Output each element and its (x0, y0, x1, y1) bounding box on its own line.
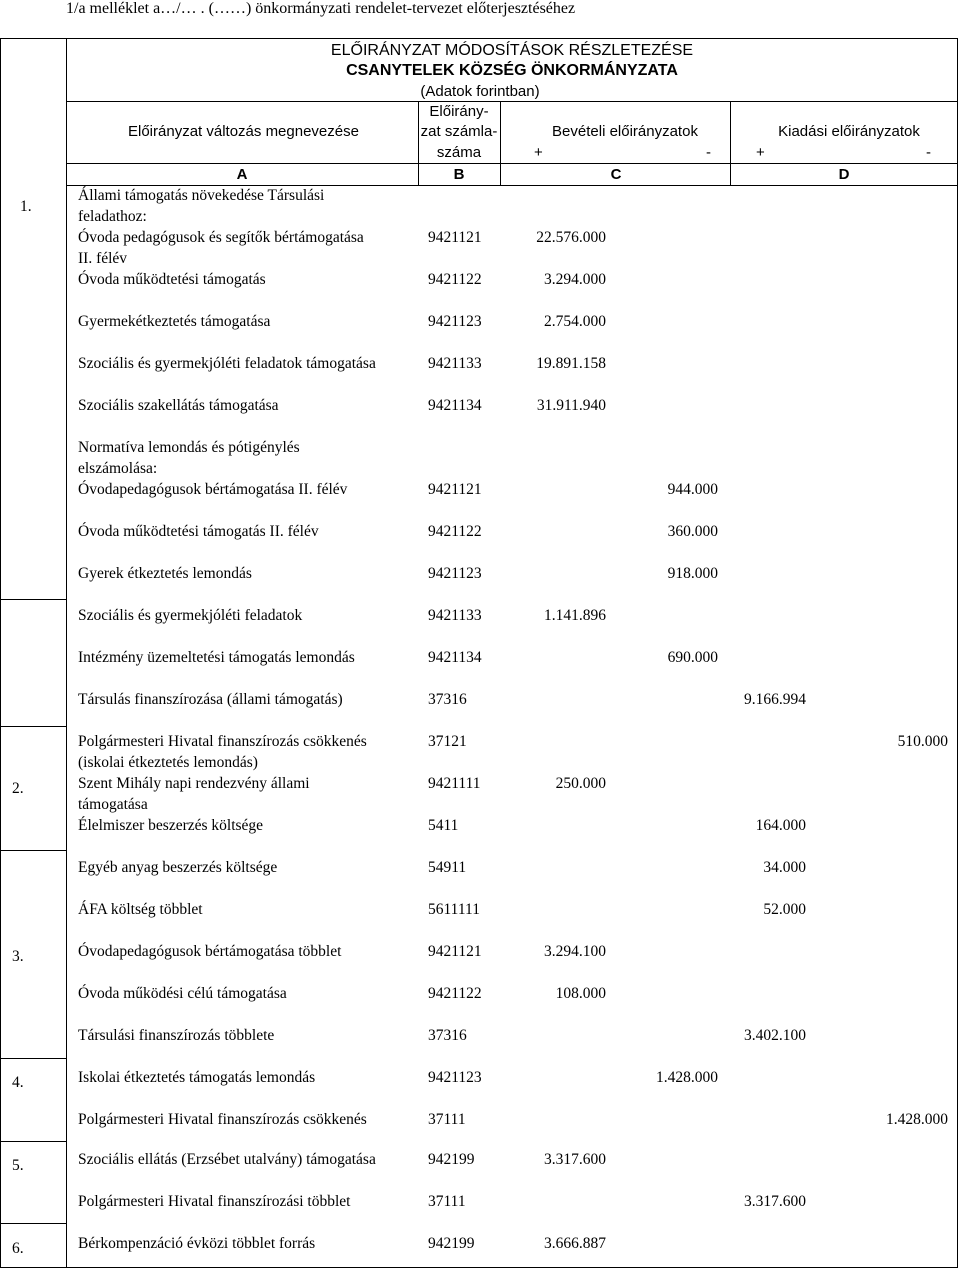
item-name: Gyerek étkeztetés lemondás (78, 565, 252, 582)
column-letter-b: B (453, 166, 465, 183)
header-divider (66, 163, 958, 164)
column-header-b-line1: Előirány- (429, 103, 489, 120)
item-name: Társulás finanszírozása (állami támogatás) (78, 691, 343, 708)
account-code: 9421123 (428, 565, 482, 582)
header-divider (66, 185, 958, 186)
expense-plus-sign: + (756, 144, 765, 161)
item-name: Polgármesteri Hivatal finanszírozás csökkenés (78, 733, 367, 750)
account-code: 37111 (428, 1111, 466, 1128)
column-header-c: Bevételi előirányzatok (552, 123, 698, 140)
account-code: 942199 (428, 1151, 475, 1168)
item-name: feladathoz: (78, 208, 147, 225)
account-code: 9421133 (428, 607, 482, 624)
column-divider (66, 38, 67, 1268)
account-code: 9421121 (428, 943, 482, 960)
income-increase: 2.754.000 (544, 313, 606, 330)
income-increase: 3.294.000 (544, 271, 606, 288)
header-divider (66, 101, 958, 102)
expense-increase: 9.166.994 (744, 691, 806, 708)
item-name: Óvoda működtetési támogatás II. félév (78, 523, 319, 540)
income-increase: 1.141.896 (544, 607, 606, 624)
account-code: 9421122 (428, 985, 482, 1002)
income-increase: 3.317.600 (544, 1151, 606, 1168)
account-code: 37316 (428, 691, 467, 708)
item-name: Óvoda működési célú támogatása (78, 985, 287, 1002)
section-divider (0, 599, 66, 600)
item-name: Bérkompenzáció évközi többlet forrás (78, 1235, 316, 1252)
section-divider (0, 1223, 66, 1224)
expense-increase: 52.000 (763, 901, 806, 918)
income-increase: 31.911.940 (536, 397, 606, 414)
account-code: 54911 (428, 859, 467, 876)
section-number: 4. (12, 1074, 24, 1091)
account-code: 9421123 (428, 313, 482, 330)
income-decrease: 360.000 (667, 523, 718, 540)
item-name: Élelmiszer beszerzés költsége (78, 817, 264, 834)
account-code: 5411 (428, 817, 459, 834)
column-letter-d: D (838, 166, 850, 183)
column-letter-c: C (610, 166, 622, 183)
column-divider (730, 101, 731, 185)
income-increase: 3.666.887 (544, 1235, 606, 1252)
item-name: Szociális szakellátás támogatása (78, 397, 279, 414)
annex-reference: 1/a melléklet a…/… . (……) önkormányzati rendelet-tervezet előterjesztéséhez (66, 0, 576, 17)
title-units: (Adatok forintban) (420, 83, 540, 100)
income-decrease: 944.000 (667, 481, 718, 498)
item-name: Óvoda pedagógusok és segítők bértámogatása (78, 229, 364, 246)
column-header-d: Kiadási előirányzatok (778, 123, 920, 140)
item-name: Polgármesteri Hivatal finanszírozás csökkenés (78, 1111, 367, 1128)
expense-increase: 3.317.600 (744, 1193, 806, 1210)
column-divider (500, 101, 501, 185)
account-code: 9421133 (428, 355, 482, 372)
item-name: Óvodapedagógusok bértámogatása II. félév (78, 481, 348, 498)
title-municipality: CSANYTELEK KÖZSÉG ÖNKORMÁNYZATA (346, 62, 678, 79)
item-name: Gyermekétkeztetés támogatása (78, 313, 271, 330)
item-name: Szociális és gyermekjóléti feladatok (78, 607, 303, 624)
account-code: 9421134 (428, 649, 482, 666)
column-letter-a: A (236, 166, 248, 183)
account-code: 9421123 (428, 1069, 482, 1086)
column-header-a: Előirányzat változás megnevezése (128, 123, 359, 140)
item-name: elszámolása: (78, 460, 158, 477)
account-code: 9421111 (428, 775, 481, 792)
account-code: 9421121 (428, 229, 482, 246)
section-divider (0, 1141, 66, 1142)
item-name: (iskolai étkeztetés lemondás) (78, 754, 258, 771)
item-name: Szent Mihály napi rendezvény állami (78, 775, 310, 792)
expense-minus-sign: - (926, 144, 931, 161)
account-code: 37121 (428, 733, 467, 750)
expense-decrease: 510.000 (897, 733, 948, 750)
income-minus-sign: - (706, 144, 711, 161)
column-header-b-line2: zat számla- (420, 123, 498, 140)
account-code: 9421122 (428, 271, 482, 288)
section-number: 1. (20, 198, 32, 215)
income-increase: 22.576.000 (536, 229, 606, 246)
item-name: Normatíva lemondás és pótigénylés (78, 439, 300, 456)
item-name: II. félév (78, 250, 128, 267)
income-increase: 108.000 (555, 985, 606, 1002)
item-name: Óvodapedagógusok bértámogatása többlet (78, 943, 342, 960)
account-code: 37111 (428, 1193, 466, 1210)
item-name: támogatása (78, 796, 148, 813)
item-name: Intézmény üzemeltetési támogatás lemondás (78, 649, 355, 666)
section-number: 6. (12, 1240, 24, 1257)
item-name: Szociális és gyermekjóléti feladatok támogatása (78, 355, 376, 372)
income-decrease: 690.000 (667, 649, 718, 666)
income-increase: 19.891.158 (536, 355, 606, 372)
expense-decrease: 1.428.000 (886, 1111, 948, 1128)
item-name: Polgármesteri Hivatal finanszírozási többlet (78, 1193, 351, 1210)
item-name: Egyéb anyag beszerzés költsége (78, 859, 278, 876)
account-code: 9421134 (428, 397, 482, 414)
section-number: 5. (12, 1157, 24, 1174)
column-header-b-line3: száma (436, 144, 482, 161)
income-decrease: 918.000 (667, 565, 718, 582)
expense-increase: 3.402.100 (744, 1027, 806, 1044)
income-increase: 3.294.100 (544, 943, 606, 960)
section-divider (0, 726, 66, 727)
account-code: 9421122 (428, 523, 482, 540)
income-decrease: 1.428.000 (656, 1069, 718, 1086)
income-increase: 250.000 (555, 775, 606, 792)
section-number: 2. (12, 780, 24, 797)
section-number: 3. (12, 948, 24, 965)
item-name: ÁFA költség többlet (78, 901, 203, 918)
income-plus-sign: + (534, 144, 543, 161)
expense-increase: 34.000 (763, 859, 806, 876)
account-code: 9421121 (428, 481, 482, 498)
item-name: Szociális ellátás (Erzsébet utalvány) támogatása (78, 1151, 376, 1168)
section-divider (0, 1058, 66, 1059)
item-name: Óvoda működtetési támogatás (78, 271, 266, 288)
account-code: 942199 (428, 1235, 475, 1252)
account-code: 37316 (428, 1027, 467, 1044)
item-name: Társulási finanszírozás többlete (78, 1027, 275, 1044)
item-name: Iskolai étkeztetés támogatás lemondás (78, 1069, 316, 1086)
section-divider (0, 850, 66, 851)
title-main: ELŐIRÁNYZAT MÓDOSÍTÁSOK RÉSZLETEZÉSE (330, 42, 694, 59)
item-name: Állami támogatás növekedése Társulási (78, 187, 325, 204)
expense-increase: 164.000 (755, 817, 806, 834)
account-code: 5611111 (428, 901, 480, 918)
